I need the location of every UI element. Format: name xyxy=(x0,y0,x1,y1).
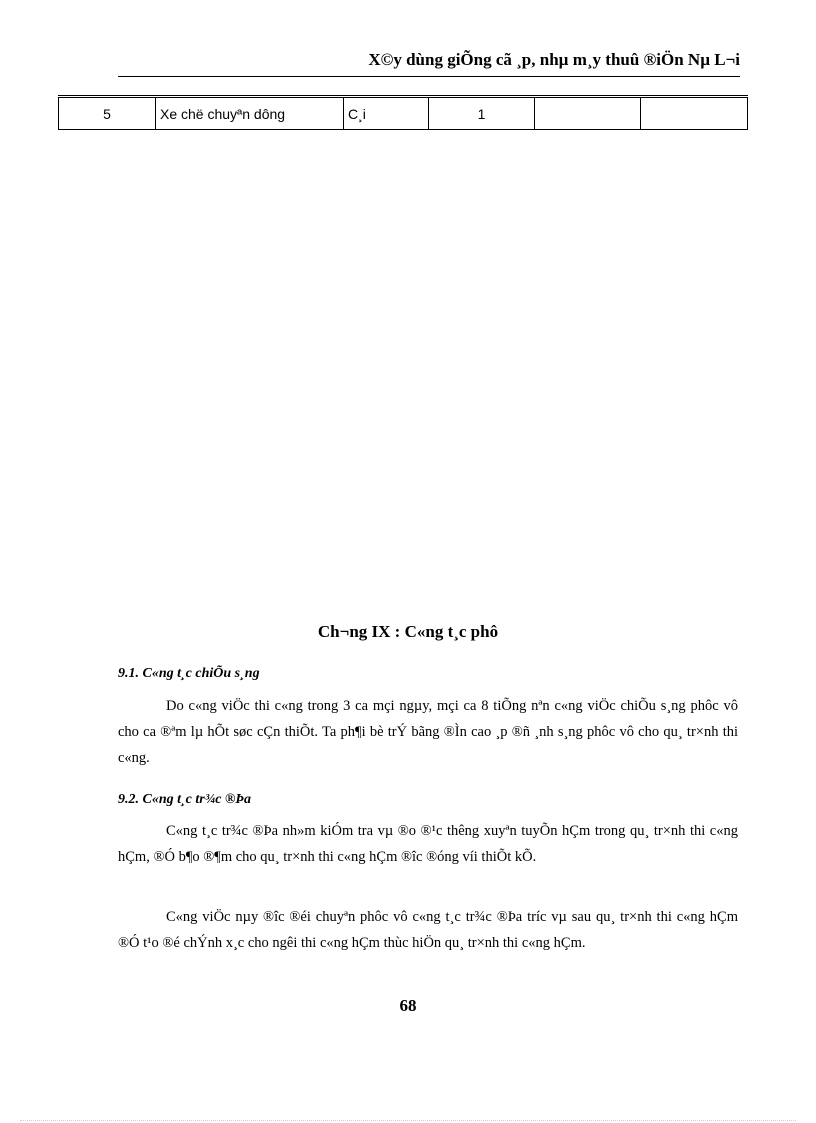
paragraph-lighting: Do c«ng viÖc thi c«ng trong 3 ca mçi ngµy, mçi ca 8 tiÕng nªn c«ng viÖc chiÕu s¸ng phôc vô cho ca ®ªm lµ hÕt søc cÇn thiÕt. Ta ph¶i bè trÝ bãng ®Ìn cao ¸p ®ñ ¸nh s¸ng phôc vô cho qu¸ tr×nh thi c«ng. xyxy=(118,698,738,766)
header-rule xyxy=(118,76,740,77)
section-heading-lighting: 9.1. C«ng t¸c chiÕu s¸ng xyxy=(118,666,260,681)
table-cell-item: Xe chë chuyªn dông xyxy=(156,97,344,130)
page-number: 68 xyxy=(399,996,417,1015)
equipment-table xyxy=(58,95,748,130)
table-cell-empty xyxy=(535,97,641,130)
table-cell-empty xyxy=(641,97,748,130)
section-heading-survey: 9.2. C«ng t¸c tr¾c ®Þa xyxy=(118,792,251,807)
paragraph-survey-1: C«ng t¸c tr¾c ®Þa nh»m kiÓm tra vµ ®o ®¹c thêng xuyªn tuyÕn hÇm trong qu¸ tr×nh thi c«ng hÇm, ®Ó b¶o ®¶m cho qu¸ tr×nh thi c«ng hÇm ®îc ®óng víi thiÕt kÕ. xyxy=(118,823,738,865)
table-cell-unit: C¸i xyxy=(344,97,429,130)
table-row xyxy=(59,97,748,130)
paragraph-survey-2: C«ng viÖc nµy ®îc ®éi chuyªn phôc vô c«ng t¸c tr¾c ®Þa tríc vµ sau qu¸ tr×nh thi c«ng hÇm ®Ó t¹o ®é chÝnh x¸c cho ngêi thi c«ng hÇm thùc hiÖn qu¸ tr×nh thi c«ng hÇm. xyxy=(118,909,738,951)
chapter-title: Ch¬ng IX : C«ng t¸c phô xyxy=(317,622,499,641)
table-cell-no: 5 xyxy=(59,97,156,130)
running-header: X©y dùng giÕng cã ¸p, nhµ m¸y thuû ®iÖn Nµ L¬i xyxy=(368,50,740,69)
page-edge-rule xyxy=(20,1120,796,1121)
table-cell-qty: 1 xyxy=(429,97,535,130)
